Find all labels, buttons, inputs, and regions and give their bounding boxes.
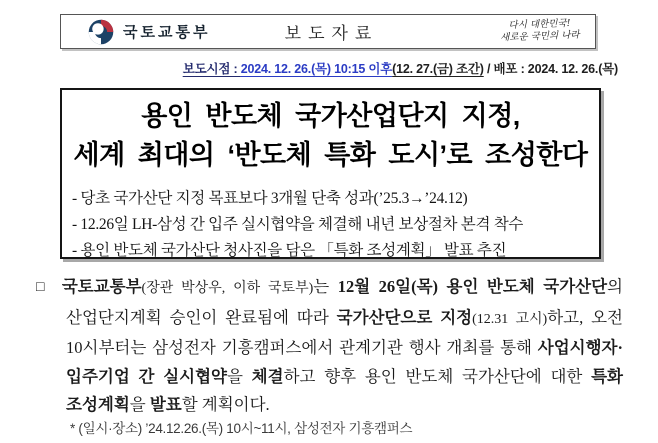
text-segment: 12월 26일(목) 용인 반도체 국가산단 <box>337 277 608 296</box>
government-slogan <box>499 18 579 45</box>
ministry-name: 국토교통부 <box>123 24 211 41</box>
text-segment: (장관 박상우, 이하 국토부) <box>141 281 314 296</box>
slogan-line-2: 새로운 국민의 나라 <box>499 29 580 44</box>
headline-title-line-1: 용인 반도체 국가산업단지 지정, <box>141 101 520 131</box>
text-segment: (12.31 고시) <box>472 311 548 327</box>
headline-bullet: - 용인 반도체 국가산단 청사진을 담은 「특화 조성계획」 발표 추진 <box>72 242 507 259</box>
text-segment: 의 산업단지계획 승인이 완료됨에 따라 <box>66 277 623 327</box>
headline-title-line-2: 세계 최대의 ‘반도체 특화 도시’로 조성한다 <box>73 140 588 170</box>
text-segment: / 배포 : 2024. 12. 26.(목) <box>483 62 618 76</box>
text-segment: 을 <box>129 395 150 414</box>
headline-box <box>60 88 601 259</box>
text-segment: 하고, 오전 10시부터는 삼성전자 기흥캠퍼스에서 관계기관 행사 개최를 통해 <box>66 307 623 357</box>
header-box <box>60 14 596 49</box>
text-segment: 체결 <box>251 366 284 386</box>
text-segment: 발표 <box>149 395 182 414</box>
body-text <box>62 277 623 414</box>
text-segment: (12. 27.(금) 조간) <box>392 62 484 76</box>
headline-bullet: - 12.26일 LH-삼성 간 입주 실시협약을 체결해 내년 보상절차 본격 착수 <box>72 216 524 233</box>
text-segment: 보도시점 : <box>182 62 241 76</box>
headline-bullet-list <box>72 186 589 264</box>
text-segment: 사업시행자·입주기업 간 실시협약 <box>66 338 623 386</box>
document-type-title: 보도자료 <box>284 24 379 43</box>
text-segment: 하고 향후 용인 반도체 국가산단에 대한 <box>283 366 592 386</box>
body-paragraph <box>36 273 623 420</box>
text-segment: 국토교통부 <box>61 277 142 296</box>
press-timing-line <box>183 59 618 77</box>
text-segment: 특화 조성계획 <box>66 366 623 414</box>
text-segment: 할 계획이다. <box>181 395 270 414</box>
text-segment: 2024. 12. 26.(목) 10:15 이후 <box>240 62 393 76</box>
event-footnote: * (일시·장소) ’24.12.26.(목) 10시~11시, 삼성전자 기흥캠퍼스 <box>70 421 413 436</box>
square-list-marker: □ <box>36 280 49 295</box>
text-segment: 국가산단으로 지정 <box>336 307 473 327</box>
slogan-line-1: 다시 대한민국! <box>507 17 571 32</box>
text-segment: 을 <box>226 366 252 386</box>
text-segment: 는 <box>313 277 338 296</box>
headline-bullet: - 당초 국가산단 지정 목표보다 3개월 단축 성과(’25.3→’24.12) <box>72 190 468 207</box>
